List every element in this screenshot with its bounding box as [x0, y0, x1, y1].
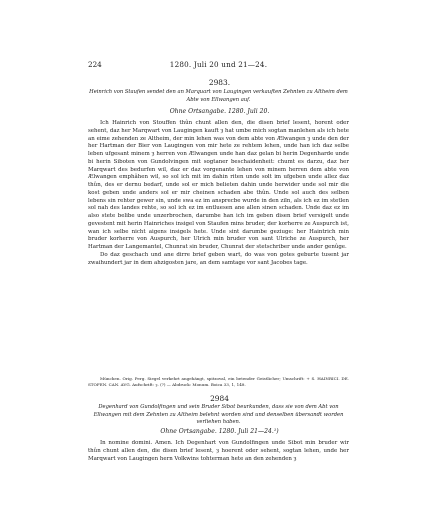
page-header — [88, 60, 349, 70]
document-body — [88, 120, 349, 267]
document-number: 2983. — [208, 78, 231, 87]
page-number: 224 — [88, 60, 102, 69]
place-date-line: Ohne Ortsangabe. 1280. Juli 21—24.¹) — [160, 428, 279, 435]
document-number: 2984 — [210, 394, 229, 403]
document-summary: Degenhard von Gundolfingen und sein Bruder Sibot beurkunden, dass sie von dem Abt von Ellwangen mit dem Zehnten zu Altheim belehnt worden sind und denselben übersandt worden verliehen haben. — [93, 404, 344, 426]
source-note-text: München. Orig. Perg. Siegel verkehrt angehängt, spitzoval, ein betender Geistlicher; Umschrift: + S. HAINRICI. DE. STOFEN. CAN. AVG. Aufschrift: ȝ. (?) — Abdruck: Monum. Boica 33, 1, 148. — [88, 376, 349, 387]
place-date-line: Ohne Ortsangabe. 1280. Juli 20. — [169, 108, 270, 115]
running-title: 1280. Juli 20 und 21—24. — [169, 60, 268, 69]
body-paragraph: Do daz geschach und ane dirre brief geben wart, do was von gotes geburte tusent jar zwaihundert jar in dem ahzigosten jare, an dem samtage vor sant Jacobes tage. — [88, 251, 349, 266]
body-paragraph: Ich Hainrich von Stouffen thûn chunt allen den, die disen brief lesent, horent oder sehent, daz her Marqwart von Laugingen kauft ȝ hat umbe mich sogtan manlehen als ich hete an eime zehenden ze Altheim, der min lehen was von dem abte von Ælwangen ȝ unde den der her Hartman der Bier von Laugingen von mir hete ze rehtem lehen, unde han ich daz selbe leben ufgesant minem ȝ herren von Ælwangen unde han daz gelan bi herin Degenharde unde bi herin Siboten von Gundolvingen mit sogtaner beschaidenheit: chumt es darzu, daz her Marqwart des bedurfen wil, daz er daz vorgenante lehen von minem herren dem abte von Ælwangen emphâhen wil, so sol ich mit im dahin riten unde solt im ufgeben unde allez daz thûn, des er dernu bedarf, unde sol er mich belieten dahin unde herwider unde sol mir die kost geben unde anders sol er mir cheinen schaden abe thûn. Unde sol auch des selben lebens sin rehter gewer sin, unde swa ez im ansprecbe wurde in den ziln, als ich ez im stetlen sol nah des landes rehte, so sol ich ez im entluesen ane allen sinen schaden. Unde daz ez im also stete belibe unde unzerbrochen, darumbe han ich im geben disen brief versigelt unde gevestent mit herin Hainriches insigel von Staufen mins bruder, der korherre ze Auspurch ist, wan ich selbe nicht aigens insigels hete. Unde sint darumbe geziuge: her Haintrich min bruder korherre von Auspurch, her Ulrich min bruder von sant Ulriche ze Auspurch, her Hartman der Langemantel, Chunrat sin bruder, Chunrat der stetschriber unde ander genûge. — [88, 120, 349, 250]
document-summary: Heinrich von Staufen sendet den an Marquart von Laugingen verkauften Zehnten zu Altheim dem Abte von Ellwangen auf. — [89, 89, 348, 103]
source-note — [88, 376, 349, 388]
body-paragraph: In nomine domini. Amen. Ich Degenhart von Gundolfingen unde Sibot min bruder wir thûn chunt allen den, die disen brief lesent, ȝ hoerent oder sehent, sogtan lehen, unde her Marqwart von Laugingen hern Volkwins tohterman hete an den zehenden ȝ — [88, 440, 349, 462]
document-body — [88, 440, 349, 463]
